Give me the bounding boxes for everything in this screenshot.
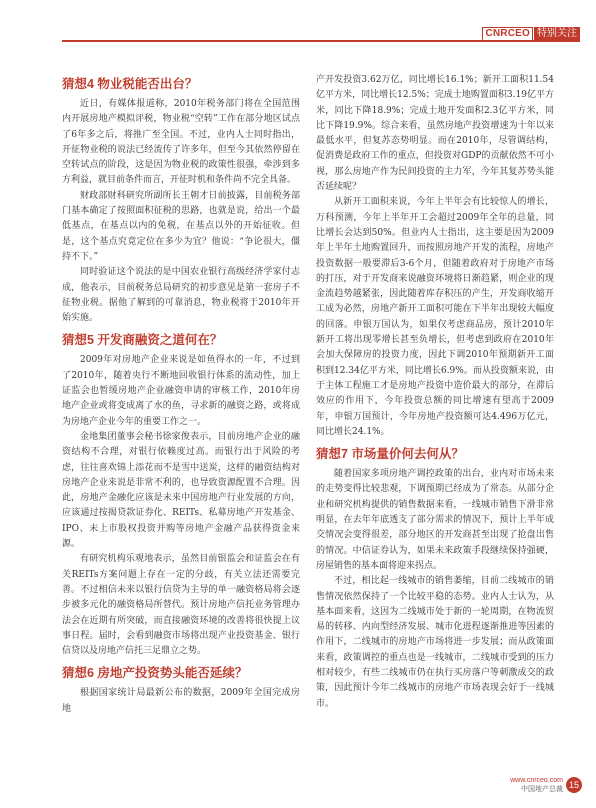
section-5-paragraph-1: 2009年对房地产企业来说是如鱼得水的一年，不过到了2010年，随着央行不断地回收银行体系的流动性，加上证监会也暂缓房地产企业融资申请的审核工作，2010年房地产企业或将变成离了水的鱼，寻求新的融资之路，或将成为房地产企业今年的重要工作之一。: [62, 355, 300, 427]
header-rule: [62, 40, 580, 42]
section-4-paragraph-3: 同时验证这个说法的是中国农业银行高级经济学家付志成，他表示，目前税务总局研究的初步意见是第一套房子不征物业税。据他了解到的可靠消息，物业税将于2010年开始实施。: [62, 267, 300, 324]
magazine-logo: CNRCEO: [482, 27, 533, 41]
right-column: [316, 73, 554, 712]
section-4-paragraph-1: 近日，有媒体报道称，2010年税务部门将在全国范围内开展房地产模拟评税，物业税“空转”工作在部分地区试点了6年多之后，将推广至全国。不过，业内人士同时指出，开征物业税的说法已经流传了许多年，但至今其依然停留在空转试点的阶段，这是因为物业税的政策性很强，牵涉到多方利益，就目前条件而言，开征时机和条件尚不完全具备。: [62, 99, 300, 186]
section-7-paragraph-2: 不过，相比起一线城市的销售萎缩，目前二线城市的销售情况依然保持了一个比较平稳的态势。业内人士认为，从基本面来看，这因为二线城市处于新的一轮周期，在物流贸易的转移、内向型经济发展、城市化进程逐渐推进等因素的作用下，二线城市的房地产市场将进一步发展；而从政策面来看，政策调控的重点也是一线城市，二线城市受到的压力相对较少，有些二线城市仍在执行买房落户等刺激成交的政策，因此预计今年二线城市的房地产市场表现会好于一线城市。: [316, 576, 554, 709]
section-6-paragraph-1: 根据国家统计局最新公布的数据，2009年全国完成房地: [62, 688, 300, 714]
section-6-paragraph-1-continued: 产开发投资3.62万亿，同比增长16.1%；新开工面积11.54亿平方米，同比增长12.5%；完成土地购置面积3.19亿平方米，同比下降18.9%；完成土地开发面积2.3亿平方米，同比下降19.9%。综合来看，虽然房地产投资增速为十年以来最低水平，但复苏态势明显。而在2010年，尽管调结构，促消费是政府工作的重点，但投资对GDP的贡献依然不可小视，那么房地产作为民间投资的主力军，今年其复苏势头能否延续呢？: [316, 75, 554, 193]
footer-text: [510, 776, 563, 794]
section-4-paragraph-2: 财政部财科研究所副所长王朝才日前披露，目前税务部门基本确定了按照面积征税的思路，也就是说，给出一个最低基点，在基点以内的免税，在基点以外的开始征收。但是，这个基点究竟定位在多少为宜？他说：“争论很大，僵持不下。”: [62, 190, 300, 262]
page-number: 15: [566, 777, 582, 793]
section-6-title: 猜想6 房地产投资势头能否延续？: [62, 666, 248, 681]
section-7-paragraph-1: 随着国家多项房地产调控政策的出台，业内对市场未来的走势变得比较悲观，下调预期已经成为了常态。从部分企业和研究机构提供的销售数据来看，一线城市销售下滑非常明显，在去年年底透支了部分需求的情况下，预计上半年成交情况会变得很差，部分地区的开发商甚至出现了抢盘出售的情况。中信证券认为，如果未来政策手段继续保持强硬，房屋销售的基本面将迎来拐点。: [316, 469, 554, 571]
section-4-title: 猜想4 物业税能否出台？: [62, 77, 198, 91]
left-column: [62, 70, 300, 717]
website-url: www.cnrceo.com: [510, 777, 563, 784]
page-footer: [510, 776, 582, 794]
section-5-paragraph-2: 金地集团董事会秘书徐家俊表示，目前房地产企业的融资结构不合理，对银行依赖度过高。而银行出于风险的考虑，往往喜欢锦上添花而不是雪中送炭，这样的融资结构对房地产企业来说是非常不利的，也导致资源配置不合理。因此，房地产金融化应该是未来中国房地产行业发展的方向，应该通过按揭贷款证券化、REITs、私募房地产开发基金、IPO、未上市股权投资并购等房地产金融产品获得资金来源。: [62, 431, 300, 550]
section-7-title: 猜想7 市场量价何去何从？: [316, 447, 464, 462]
section-6-paragraph-2: 从新开工面积来说，今年上半年会有比较惊人的增长，万科预测，今年上半年开工会超过2009年全年的总量，同比增长会达到50%。但业内人士指出，这主要是因为2009年上半年土地购置回升，而按照房地产开发的流程，房地产投资数据一般要滞后3-6个月，但随着政府对于房地产市场的打压，对于开发商来说融资环境将日渐趋紧，则企业的现金流趋势越紧张，因此随着库存积压的产生，开发商收缩开工成为必然，房地产新开工面积可能在下半年出现较大幅度的回落。申银万国认为，如果仅考虑商品房，预计2010年新开工将出现零增长甚至负增长，但考虑到政府在2010年会加大保障房的投资力度，因此下调2010年预期新开工面积到12.34亿平方米，同比增长6.9%。而从投资额来说，由于主体工程施工才是房地产投资中造价最大的部分，在滞后效应的作用下，今年投资总额的同比增速有望高于2009年，申银万国预计，今年房地产投资额可达4.496万亿元，同比增长24.1%。: [316, 197, 554, 437]
section-5-paragraph-3: 有研究机构乐观地表示，虽然目前银监会和证监会在有关REITs方案问题上存在一定的分歧，有关立法还需要完善。不过相信未来以银行信贷为主导的单一融资格局将会逐步被多元化的融资格局所替代。预计房地产信托业务管理办法会在近期有所突破，而直接融资环境的改善将很快提上议事日程。届时，会看到融资市场将出现产业投资基金、银行信贷以及房地产信托三足鼎立之势。: [62, 554, 300, 657]
section-tag: 特别关注: [534, 27, 580, 41]
section-5-title: 猜想5 开发商融资之道何在？: [62, 333, 223, 348]
page-header: [482, 27, 580, 41]
magazine-name: 中国地产总裁: [521, 786, 563, 793]
